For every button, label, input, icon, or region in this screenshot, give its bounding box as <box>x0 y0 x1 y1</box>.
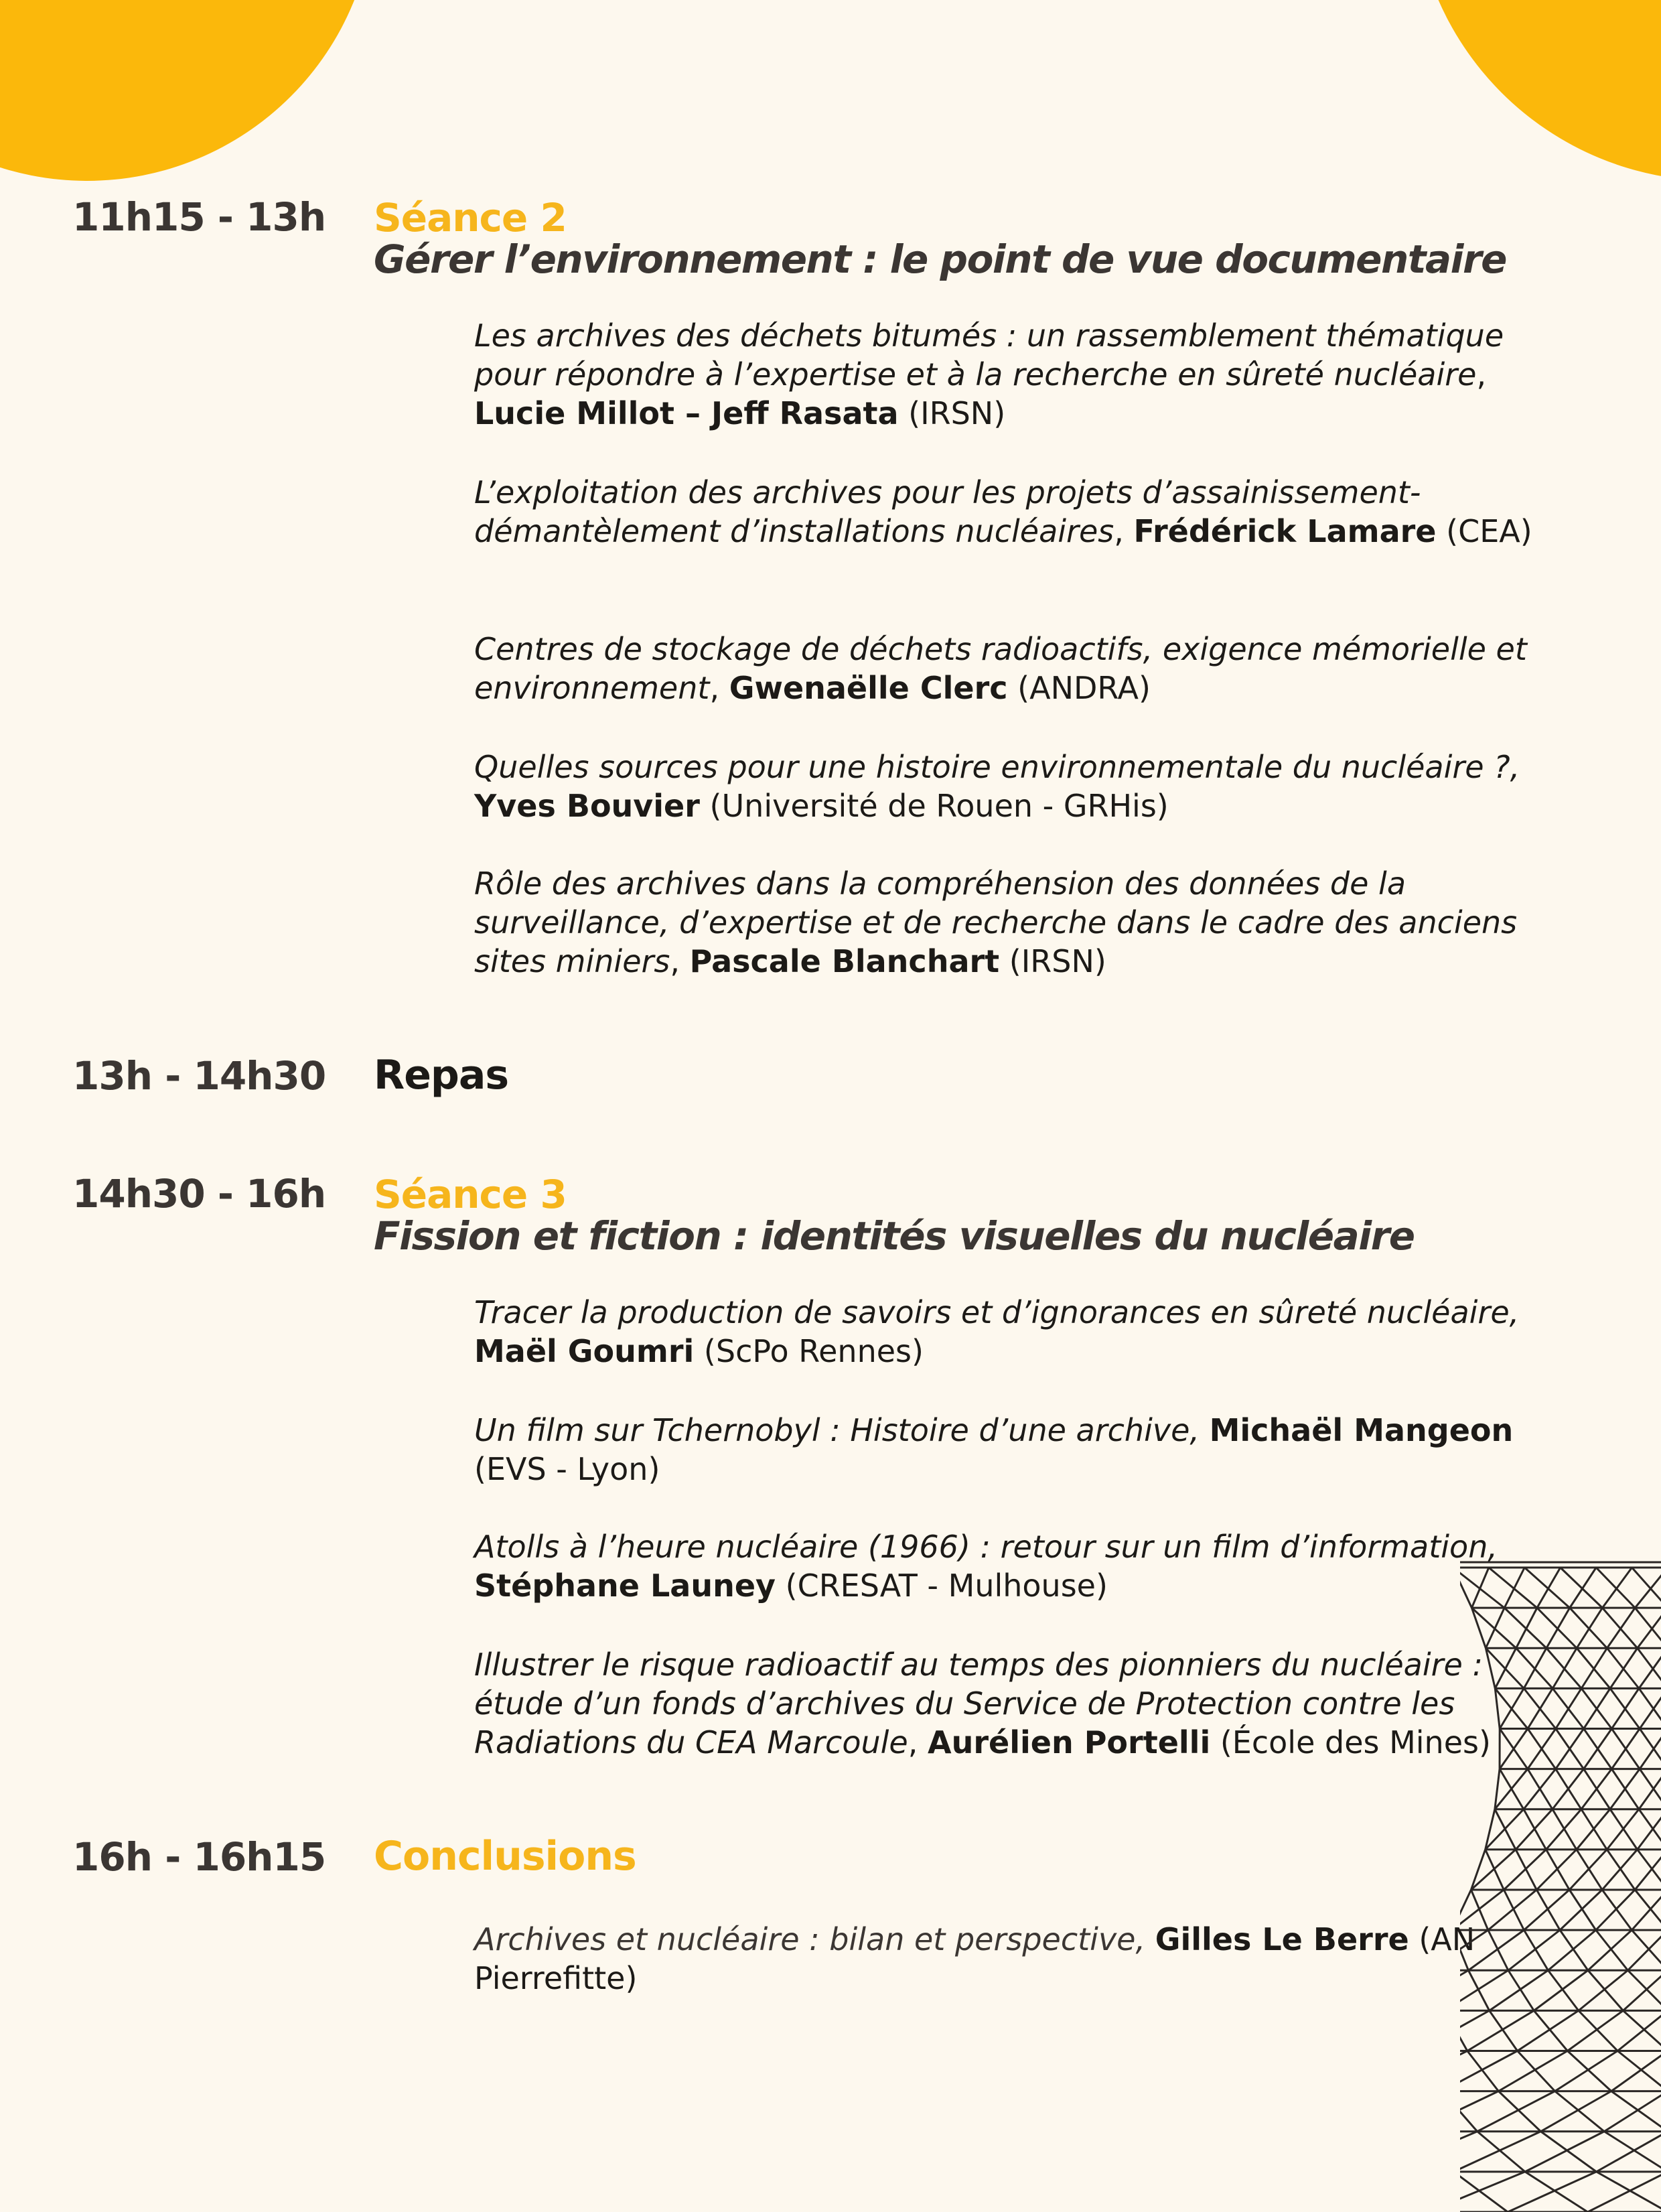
tower-strut <box>1546 1809 1581 1850</box>
talk-affiliation: (IRSN) <box>898 395 1006 431</box>
talk-affiliation: (Université de Rouen - GRHis) <box>699 788 1169 824</box>
session-time: 16h - 16h15 <box>72 1834 326 1880</box>
talk-separator: , <box>670 943 690 979</box>
talk-speaker: Lucie Millot – Jeff Rasata <box>474 395 899 431</box>
talk-title: Les archives des déchets bitumés : un rassemblement thématique pour répondre à l’expertise et à la recherche en sûreté nucléaire <box>474 318 1504 393</box>
session-time: 11h15 - 13h <box>72 194 326 240</box>
talk-title: L’exploitation des archives pour les projets d’assainissement-démantèlement d’installations nucléaires <box>474 474 1421 549</box>
tower-strut <box>1604 2091 1661 2132</box>
tower-strut <box>1460 1890 1471 1930</box>
tower-strut <box>1486 1608 1504 1648</box>
tower-strut <box>1524 1930 1548 1970</box>
tower-strut <box>1488 1930 1508 1970</box>
tower-strut <box>1588 2172 1661 2212</box>
tower-strut <box>1635 1608 1661 1648</box>
talk-item <box>474 1293 1566 1371</box>
tower-strut <box>1567 2051 1611 2091</box>
tower-strut <box>1518 2010 1579 2051</box>
talk-speaker: Aurélien Portelli <box>927 1724 1211 1760</box>
tower-strut <box>1588 1970 1623 2010</box>
tower-strut <box>1623 1970 1661 2010</box>
session-time: 14h30 - 16h <box>72 1171 326 1217</box>
session-label: Séance 3 <box>374 1172 567 1217</box>
tower-strut <box>1639 1769 1661 1809</box>
tower-strut <box>1460 1568 1504 1608</box>
talk-title: Archives et nucléaire : bilan et perspective, <box>474 1921 1155 1957</box>
tower-strut <box>1548 1930 1595 1970</box>
talk-speaker: Stéphane Launey <box>474 1568 776 1604</box>
session-title: Gérer l’environnement : le point de vue documentaire <box>374 236 1506 282</box>
session-time: 13h - 14h30 <box>72 1053 326 1099</box>
tower-strut <box>1460 2172 1508 2212</box>
talk-title: Illustrer le risque radioactif au temps des pionniers du nucléaire : étude d’un fonds d’archives du Service de Protection contre les Radiations du CEA Marcoule <box>474 1647 1483 1760</box>
tower-strut <box>1579 1970 1628 2010</box>
talk-item <box>474 1527 1566 1605</box>
talk-title: Quelles sources pour une histoire environnementale du nucléaire ?, <box>474 749 1520 785</box>
tower-strut <box>1596 1930 1628 1970</box>
tower-strut <box>1596 1890 1635 1930</box>
tower-strut <box>1536 1850 1577 1890</box>
tower-strut <box>1540 2132 1596 2172</box>
talk-separator: , <box>1476 356 1487 393</box>
tower-strut <box>1504 1890 1524 1930</box>
session-label: Séance 2 <box>374 195 567 240</box>
tower-strut <box>1477 2091 1555 2132</box>
tower-strut <box>1632 1568 1661 1608</box>
tower-strut <box>1540 2091 1611 2132</box>
talk-affiliation: (CRESAT - Mulhouse) <box>776 1568 1108 1604</box>
tower-strut <box>1556 1688 1581 1728</box>
tower-strut <box>1537 1568 1561 1608</box>
talk-item <box>474 473 1566 551</box>
tower-strut <box>1471 1568 1488 1608</box>
tower-strut <box>1460 1930 1468 1970</box>
talk-separator: , <box>709 670 729 706</box>
tower-strut <box>1555 2091 1605 2132</box>
tower-strut <box>1546 1608 1570 1648</box>
session-heading <box>374 1172 1593 1259</box>
talk-title: Atolls à l’heure nucléaire (1966) : retour sur un film d’information, <box>474 1529 1498 1565</box>
talk-speaker: Gilles Le Berre <box>1155 1921 1409 1957</box>
tower-strut <box>1516 1608 1537 1648</box>
tower-strut <box>1460 1970 1508 2010</box>
talk-item <box>474 1411 1566 1489</box>
tower-strut <box>1498 2091 1540 2132</box>
talk-separator: , <box>908 1724 928 1760</box>
talk-affiliation: (ScPo Rennes) <box>694 1333 924 1369</box>
tower-strut <box>1490 2010 1518 2051</box>
tower-strut <box>1534 2010 1567 2051</box>
tower-strut <box>1552 1648 1577 1688</box>
tower-strut <box>1560 1930 1588 1970</box>
tower-strut <box>1524 1648 1546 1688</box>
tower-strut <box>1525 2172 1588 2212</box>
talk-speaker: Gwenaëlle Clerc <box>729 670 1008 706</box>
cooling-tower-illustration <box>1460 1554 1661 2212</box>
tower-strut <box>1581 1648 1607 1688</box>
talk-title: Un film sur Tchernobyl : Histoire d’une archive, <box>474 1412 1210 1448</box>
tower-strut <box>1555 2051 1618 2091</box>
tower-strut <box>1460 1890 1504 1930</box>
session-title: Conclusions <box>374 1833 636 1880</box>
talk-speaker: Frédérick Lamare <box>1133 513 1437 549</box>
session-title: Fission et fiction : identités visuelles du nucléaire <box>374 1213 1415 1259</box>
talk-speaker: Yves Bouvier <box>474 788 700 824</box>
tower-strut <box>1569 1890 1596 1930</box>
tower-strut <box>1611 2051 1661 2091</box>
tower-strut <box>1504 1568 1524 1608</box>
tower-strut <box>1569 1850 1607 1890</box>
tower-strut <box>1588 1930 1632 1970</box>
talk-separator: , <box>1114 513 1134 549</box>
tower-strut <box>1635 1890 1661 1930</box>
tower-strut <box>1477 2132 1525 2172</box>
talk-affiliation: (AN Pierrefitte) <box>474 1921 1475 1996</box>
talk-speaker: Michaël Mangeon <box>1209 1412 1514 1448</box>
talk-item <box>474 748 1566 825</box>
tower-strut <box>1460 1930 1488 1970</box>
tower-strut <box>1500 1688 1524 1728</box>
tower-strut <box>1495 1648 1516 1688</box>
talk-item <box>474 1645 1566 1762</box>
tower-strut <box>1638 1648 1661 1688</box>
tower-strut <box>1518 2051 1555 2091</box>
tower-strut <box>1561 1568 1603 1608</box>
tower-strut <box>1617 2010 1661 2051</box>
tower-strut <box>1638 1809 1661 1850</box>
tower-strut <box>1508 2172 1596 2212</box>
talk-speaker: Pascale Blanchart <box>689 943 1000 979</box>
tower-strut <box>1460 1970 1468 2010</box>
tower-strut <box>1602 1890 1632 1930</box>
tower-strut <box>1467 2051 1499 2091</box>
tower-strut <box>1596 1568 1635 1608</box>
tower-strut <box>1460 2051 1467 2091</box>
tower-strut <box>1602 1568 1632 1608</box>
tower-strut <box>1577 1809 1610 1850</box>
tower-strut <box>1516 1809 1552 1850</box>
talk-item <box>474 630 1566 707</box>
tower-strut <box>1635 1850 1661 1890</box>
tower-strut <box>1498 2051 1567 2091</box>
tower-strut <box>1460 2091 1498 2132</box>
talk-affiliation: (EVS - Lyon) <box>474 1451 660 1487</box>
tower-strut <box>1579 2010 1617 2051</box>
talk-affiliation: (École des Mines) <box>1210 1724 1491 1760</box>
tower-strut <box>1528 1688 1552 1728</box>
talk-speaker: Maël Goumri <box>474 1333 695 1369</box>
tower-strut <box>1635 1568 1661 1608</box>
talk-title: Rôle des archives dans la compréhension des données de la surveillance, d’expertise et de recherche dans le cadre des anciens sites miniers <box>474 866 1518 979</box>
talk-item <box>474 864 1566 981</box>
tower-strut <box>1524 1769 1556 1809</box>
session-heading <box>374 195 1593 282</box>
tower-strut <box>1460 2172 1525 2212</box>
tower-strut <box>1628 1930 1661 1970</box>
talk-affiliation: (IRSN) <box>999 943 1106 979</box>
tower-strut <box>1567 2010 1623 2051</box>
talk-item <box>474 1920 1566 1998</box>
tower-strut <box>1560 1890 1602 1930</box>
tower-strut <box>1639 1688 1661 1728</box>
tower-strut <box>1468 1970 1489 2010</box>
talk-affiliation: (ANDRA) <box>1007 670 1151 706</box>
tower-strut <box>1632 1890 1661 1930</box>
talk-title: Tracer la production de savoirs et d’ignorances en sûreté nucléaire, <box>474 1294 1520 1330</box>
tower-strut <box>1460 2010 1467 2051</box>
session-title: Repas <box>374 1052 509 1099</box>
tower-strut <box>1570 1568 1596 1608</box>
decorative-circle-top-right <box>1413 0 1661 181</box>
tower-strut <box>1577 1608 1602 1648</box>
tower-strut <box>1508 1970 1534 2010</box>
tower-strut <box>1460 2091 1477 2132</box>
talk-affiliation: (CEA) <box>1436 513 1532 549</box>
tower-strut <box>1525 2132 1604 2172</box>
tower-strut <box>1537 1608 1577 1648</box>
talk-item <box>474 316 1566 433</box>
tower-strut <box>1596 2132 1661 2172</box>
tower-strut <box>1552 1769 1584 1809</box>
tower-strut <box>1548 1970 1578 2010</box>
tower-strut <box>1536 1890 1560 1930</box>
tower-strut <box>1534 1970 1588 2010</box>
tower-strut <box>1602 1850 1637 1890</box>
talk-title: Centres de stockage de déchets radioactifs, exigence mémorielle et environnement <box>474 631 1527 706</box>
decorative-circle-top-left <box>0 0 375 181</box>
